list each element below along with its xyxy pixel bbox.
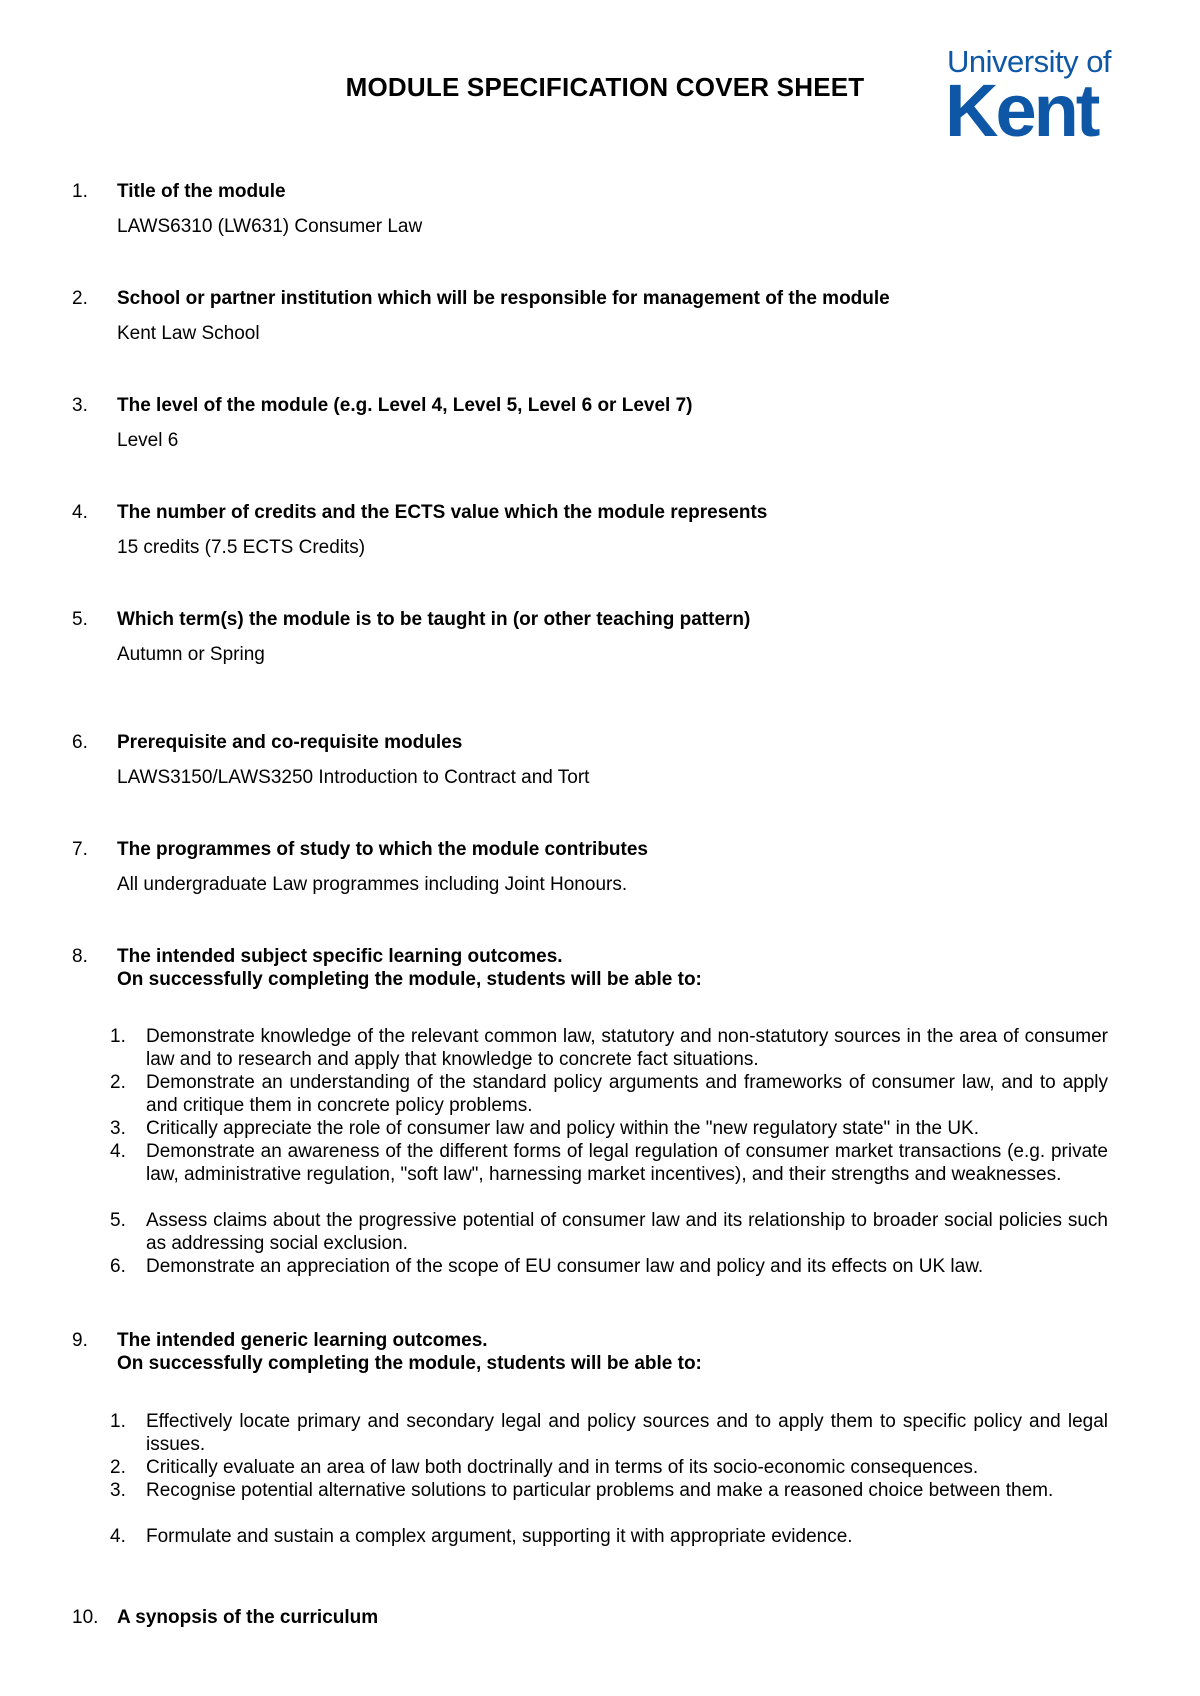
section-number: 8.	[72, 946, 88, 967]
section-number: 5.	[72, 609, 88, 630]
section-number: 7.	[72, 839, 88, 860]
list-item-text: Effectively locate primary and secondary legal and policy sources and to apply them to specific policy and legal issues.	[146, 1411, 1108, 1455]
section-number: 1.	[72, 181, 88, 202]
section-answer: Kent Law School	[117, 323, 260, 344]
list-item-text: Demonstrate an appreciation of the scope of EU consumer law and policy and its effects on UK law.	[146, 1256, 984, 1277]
section-number: 3.	[72, 395, 88, 416]
page-title: MODULE SPECIFICATION COVER SHEET	[345, 72, 865, 102]
section-heading: Prerequisite and co-requisite modules	[117, 732, 463, 753]
list-item-number: 1.	[110, 1411, 126, 1432]
list-item-number: 4.	[110, 1141, 126, 1162]
logo-line-university: University of	[947, 44, 1112, 79]
logo-line-kent: Kent	[945, 69, 1098, 152]
university-logo	[945, 44, 1135, 152]
section-answer: 15 credits (7.5 ECTS Credits)	[117, 537, 366, 558]
section-heading: Which term(s) the module is to be taught in (or other teaching pattern)	[117, 609, 751, 630]
section-number: 9.	[72, 1330, 88, 1351]
list-item-text: Critically appreciate the role of consumer law and policy within the "new regulatory state" in the UK.	[146, 1118, 980, 1139]
list-item-text: Demonstrate knowledge of the relevant common law, statutory and non-statutory sources in the area of consumer law and to research and apply that knowledge to concrete fact situations.	[146, 1026, 1108, 1070]
section-subheading: On successfully completing the module, students will be able to:	[117, 1353, 702, 1374]
list-item-text: Critically evaluate an area of law both doctrinally and in terms of its socio-economic consequences.	[146, 1457, 979, 1478]
list-item-text: Assess claims about the progressive potential of consumer law and its relationship to broader social policies such as addressing social exclusion.	[146, 1210, 1108, 1254]
section-answer: Autumn or Spring	[117, 644, 265, 665]
list-item-number: 1.	[110, 1026, 126, 1047]
section-heading: The intended subject specific learning outcomes.	[117, 946, 563, 967]
section-answer: LAWS3150/LAWS3250 Introduction to Contract and Tort	[117, 767, 590, 788]
section-heading: The intended generic learning outcomes.	[117, 1330, 488, 1351]
list-item-number: 3.	[110, 1480, 126, 1501]
section-number: 2.	[72, 288, 88, 309]
list-item-number: 2.	[110, 1457, 126, 1478]
list-item-text: Demonstrate an awareness of the different forms of legal regulation of consumer market transactions (e.g. private law, administrative regulation, "soft law", harnessing market incentives), and their strengths and weaknesses.	[146, 1141, 1108, 1185]
section-number: 10.	[72, 1607, 99, 1628]
section-number: 6.	[72, 732, 88, 753]
list-item-text: Formulate and sustain a complex argument, supporting it with appropriate evidence.	[146, 1526, 853, 1547]
list-item-number: 5.	[110, 1210, 126, 1231]
section-heading: The level of the module (e.g. Level 4, Level 5, Level 6 or Level 7)	[117, 395, 693, 416]
list-item-text: Demonstrate an understanding of the standard policy arguments and frameworks of consumer law, and to apply and critique them in concrete policy problems.	[146, 1072, 1108, 1116]
section-answer: All undergraduate Law programmes including Joint Honours.	[117, 874, 628, 895]
section-subheading: On successfully completing the module, students will be able to:	[117, 969, 702, 990]
section-answer: LAWS6310 (LW631) Consumer Law	[117, 216, 423, 237]
list-item-text: Recognise potential alternative solutions to particular problems and make a reasoned choice between them.	[146, 1480, 1054, 1501]
list-item-number: 4.	[110, 1526, 126, 1547]
list-item-number: 3.	[110, 1118, 126, 1139]
section-answer: Level 6	[117, 430, 179, 451]
section-number: 4.	[72, 502, 88, 523]
section-heading: A synopsis of the curriculum	[117, 1607, 379, 1628]
section-heading: School or partner institution which will be responsible for management of the module	[117, 288, 890, 309]
section-heading: The programmes of study to which the module contributes	[117, 839, 648, 860]
section-heading: The number of credits and the ECTS value which the module represents	[117, 502, 768, 523]
list-item-number: 6.	[110, 1256, 126, 1277]
list-item-number: 2.	[110, 1072, 126, 1093]
section-heading: Title of the module	[117, 181, 286, 202]
